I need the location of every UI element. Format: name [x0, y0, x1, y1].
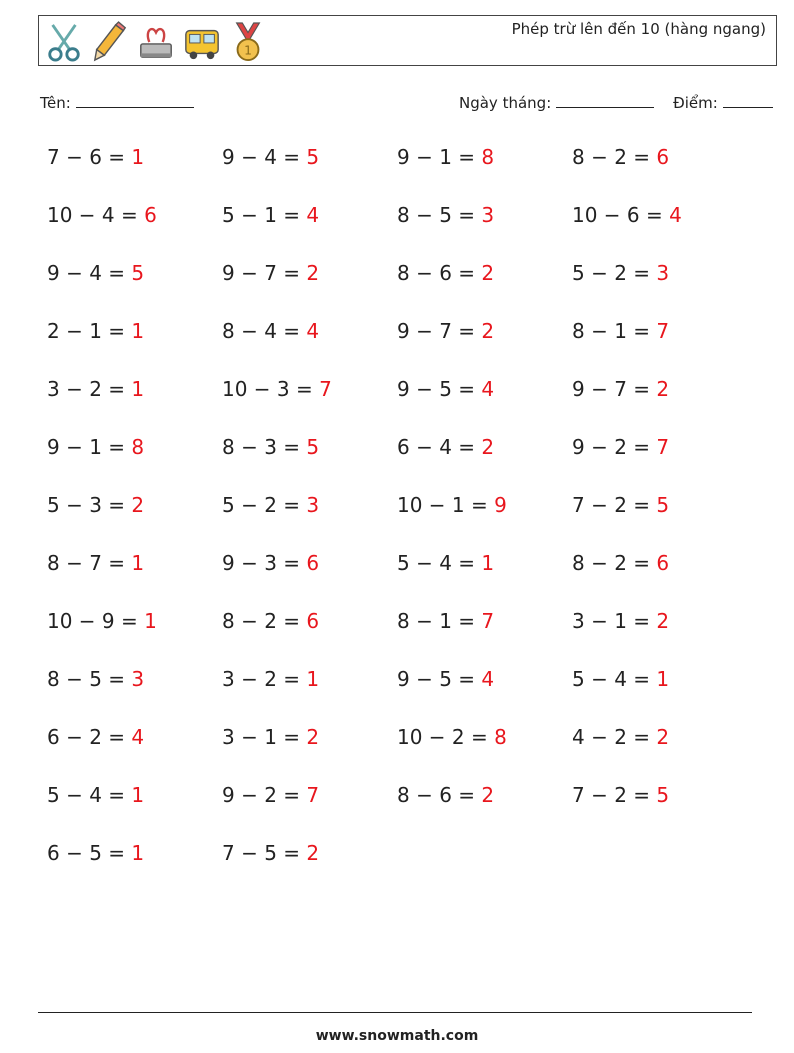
problem-question: 10 − 3 = — [222, 377, 320, 401]
problem-item — [47, 493, 144, 517]
problem-question: 6 − 4 = — [397, 435, 482, 459]
problem-item — [572, 609, 669, 633]
problem-question: 6 − 5 = — [47, 841, 132, 865]
problem-question: 9 − 2 = — [222, 783, 307, 807]
problem-item — [397, 319, 494, 343]
problem-item — [222, 203, 319, 227]
problem-item — [572, 377, 669, 401]
footer-url: www.snowmath.com — [315, 1028, 479, 1044]
problem-item — [572, 145, 669, 169]
score-label: Điểm: — [673, 94, 718, 112]
problem-question: 9 − 5 = — [397, 377, 482, 401]
problem-question: 3 − 2 = — [222, 667, 307, 691]
problem-question: 8 − 5 = — [397, 203, 482, 227]
page-title: Phép trừ lên đến 10 (hàng ngang) — [511, 20, 766, 38]
problem-answer: 2 — [656, 609, 670, 633]
problem-question: 5 − 4 = — [47, 783, 132, 807]
problem-question: 7 − 6 = — [47, 145, 132, 169]
problem-question: 10 − 9 = — [47, 609, 145, 633]
problem-answer: 3 — [656, 261, 670, 285]
problem-question: 9 − 4 = — [222, 145, 307, 169]
problem-answer: 6 — [656, 145, 670, 169]
problem-item — [572, 261, 669, 285]
problem-item — [572, 783, 669, 807]
problem-question: 8 − 3 = — [222, 435, 307, 459]
problem-item — [222, 145, 319, 169]
problem-answer: 1 — [144, 609, 157, 633]
problem-item — [47, 377, 144, 401]
problem-answer: 7 — [306, 783, 320, 807]
problem-item — [222, 841, 319, 865]
problem-answer: 2 — [481, 261, 495, 285]
problem-answer: 1 — [131, 551, 145, 575]
problem-answer: 1 — [131, 783, 145, 807]
date-label: Ngày tháng: — [459, 94, 552, 112]
problem-answer: 1 — [131, 377, 145, 401]
problem-question: 7 − 2 = — [572, 493, 657, 517]
problem-item — [397, 551, 494, 575]
problem-answer: 8 — [481, 145, 495, 169]
svg-text:1: 1 — [244, 43, 252, 58]
medal-icon — [229, 21, 267, 63]
date-score-fields — [459, 93, 773, 112]
problem-answer: 7 — [656, 319, 670, 343]
problem-item — [47, 783, 144, 807]
problem-item — [572, 319, 669, 343]
problem-question: 9 − 1 = — [397, 145, 482, 169]
problem-answer: 5 — [306, 435, 320, 459]
problem-answer: 4 — [481, 667, 495, 691]
problem-item — [397, 725, 507, 749]
problem-answer: 1 — [656, 667, 670, 691]
problem-question: 10 − 4 = — [47, 203, 145, 227]
problem-question: 8 − 2 = — [572, 145, 657, 169]
name-blank[interactable] — [76, 93, 194, 108]
problem-question: 10 − 6 = — [572, 203, 670, 227]
problem-answer: 7 — [656, 435, 670, 459]
problem-question: 3 − 1 = — [222, 725, 307, 749]
scissors-icon — [45, 21, 83, 63]
problem-item — [397, 493, 507, 517]
problem-item — [397, 435, 494, 459]
problem-question: 5 − 4 = — [397, 551, 482, 575]
date-blank[interactable] — [556, 93, 654, 108]
problem-question: 8 − 6 = — [397, 261, 482, 285]
problem-answer: 2 — [131, 493, 145, 517]
problem-answer: 9 — [494, 493, 507, 517]
problem-question: 7 − 5 = — [222, 841, 307, 865]
problem-item — [572, 435, 669, 459]
problem-item — [47, 667, 144, 691]
problem-answer: 7 — [319, 377, 332, 401]
problem-answer: 2 — [656, 725, 670, 749]
problem-question: 5 − 4 = — [572, 667, 657, 691]
problem-question: 3 − 2 = — [47, 377, 132, 401]
problem-answer: 3 — [131, 667, 145, 691]
problem-item — [222, 261, 319, 285]
problem-answer: 1 — [131, 319, 145, 343]
problem-answer: 5 — [656, 783, 670, 807]
problem-item — [572, 725, 669, 749]
problem-question: 5 − 2 = — [572, 261, 657, 285]
problem-item — [397, 377, 494, 401]
problem-question: 9 − 4 = — [47, 261, 132, 285]
problem-question: 10 − 2 = — [397, 725, 495, 749]
problem-item — [47, 203, 157, 227]
header-icons — [45, 20, 267, 64]
problem-question: 4 − 2 = — [572, 725, 657, 749]
problem-question: 8 − 2 = — [222, 609, 307, 633]
problem-answer: 4 — [481, 377, 495, 401]
problem-item — [222, 551, 319, 575]
problem-item — [397, 609, 494, 633]
problem-answer: 4 — [669, 203, 682, 227]
problem-item — [397, 667, 494, 691]
name-field — [40, 93, 194, 112]
problem-answer: 6 — [306, 609, 320, 633]
problem-answer: 2 — [481, 435, 495, 459]
problem-question: 8 − 1 = — [397, 609, 482, 633]
problem-item — [47, 609, 157, 633]
problem-answer: 6 — [144, 203, 157, 227]
problem-question: 9 − 5 = — [397, 667, 482, 691]
problem-item — [47, 435, 144, 459]
binder-clip-icon — [137, 21, 175, 63]
problem-question: 8 − 6 = — [397, 783, 482, 807]
problem-answer: 5 — [131, 261, 145, 285]
problem-item — [222, 319, 319, 343]
problem-answer: 2 — [481, 319, 495, 343]
problem-question: 6 − 2 = — [47, 725, 132, 749]
problem-answer: 8 — [494, 725, 507, 749]
name-label: Tên: — [40, 94, 71, 112]
problem-question: 5 − 2 = — [222, 493, 307, 517]
pencil-icon — [91, 21, 129, 63]
problem-question: 5 − 1 = — [222, 203, 307, 227]
problem-answer: 4 — [131, 725, 145, 749]
problem-question: 5 − 3 = — [47, 493, 132, 517]
problem-item — [572, 493, 669, 517]
problem-answer: 1 — [306, 667, 320, 691]
problem-answer: 5 — [306, 145, 320, 169]
problem-answer: 2 — [306, 261, 320, 285]
problem-item — [47, 261, 144, 285]
problem-answer: 4 — [306, 203, 320, 227]
problem-question: 9 − 7 = — [397, 319, 482, 343]
problem-question: 9 − 2 = — [572, 435, 657, 459]
problem-question: 9 − 7 = — [222, 261, 307, 285]
problem-item — [222, 725, 319, 749]
problem-question: 8 − 7 = — [47, 551, 132, 575]
problem-answer: 2 — [481, 783, 495, 807]
problem-item — [397, 145, 494, 169]
problem-question: 8 − 4 = — [222, 319, 307, 343]
worksheet-header — [38, 15, 777, 66]
problem-item — [222, 377, 332, 401]
problem-answer: 2 — [656, 377, 670, 401]
problem-question: 2 − 1 = — [47, 319, 132, 343]
school-bus-icon — [183, 21, 221, 63]
problem-answer: 6 — [306, 551, 320, 575]
problem-question: 8 − 2 = — [572, 551, 657, 575]
problem-answer: 7 — [481, 609, 495, 633]
problem-answer: 1 — [131, 145, 145, 169]
problem-item — [222, 493, 319, 517]
problem-answer: 1 — [481, 551, 495, 575]
problem-answer: 3 — [306, 493, 320, 517]
problem-item — [572, 667, 669, 691]
problem-question: 9 − 3 = — [222, 551, 307, 575]
problem-question: 3 − 1 = — [572, 609, 657, 633]
problem-item — [222, 783, 319, 807]
problem-item — [47, 725, 144, 749]
problem-item — [397, 783, 494, 807]
problem-item — [572, 203, 682, 227]
problem-question: 9 − 1 = — [47, 435, 132, 459]
problem-answer: 2 — [306, 725, 320, 749]
problem-answer: 4 — [306, 319, 320, 343]
problem-answer: 2 — [306, 841, 320, 865]
problem-question: 8 − 5 = — [47, 667, 132, 691]
problem-item — [572, 551, 669, 575]
problem-answer: 5 — [656, 493, 670, 517]
problem-item — [397, 261, 494, 285]
footer-divider — [38, 1012, 752, 1013]
problem-answer: 8 — [131, 435, 145, 459]
problem-item — [47, 841, 144, 865]
problem-item — [222, 435, 319, 459]
problem-question: 9 − 7 = — [572, 377, 657, 401]
problem-item — [397, 203, 494, 227]
problem-answer: 3 — [481, 203, 495, 227]
problem-item — [222, 667, 319, 691]
problem-answer: 1 — [131, 841, 145, 865]
problem-answer: 6 — [656, 551, 670, 575]
problem-item — [47, 145, 144, 169]
problem-question: 8 − 1 = — [572, 319, 657, 343]
problem-question: 10 − 1 = — [397, 493, 495, 517]
problem-item — [47, 551, 144, 575]
problem-question: 7 − 2 = — [572, 783, 657, 807]
score-blank[interactable] — [723, 93, 773, 108]
problem-item — [47, 319, 144, 343]
problem-item — [222, 609, 319, 633]
